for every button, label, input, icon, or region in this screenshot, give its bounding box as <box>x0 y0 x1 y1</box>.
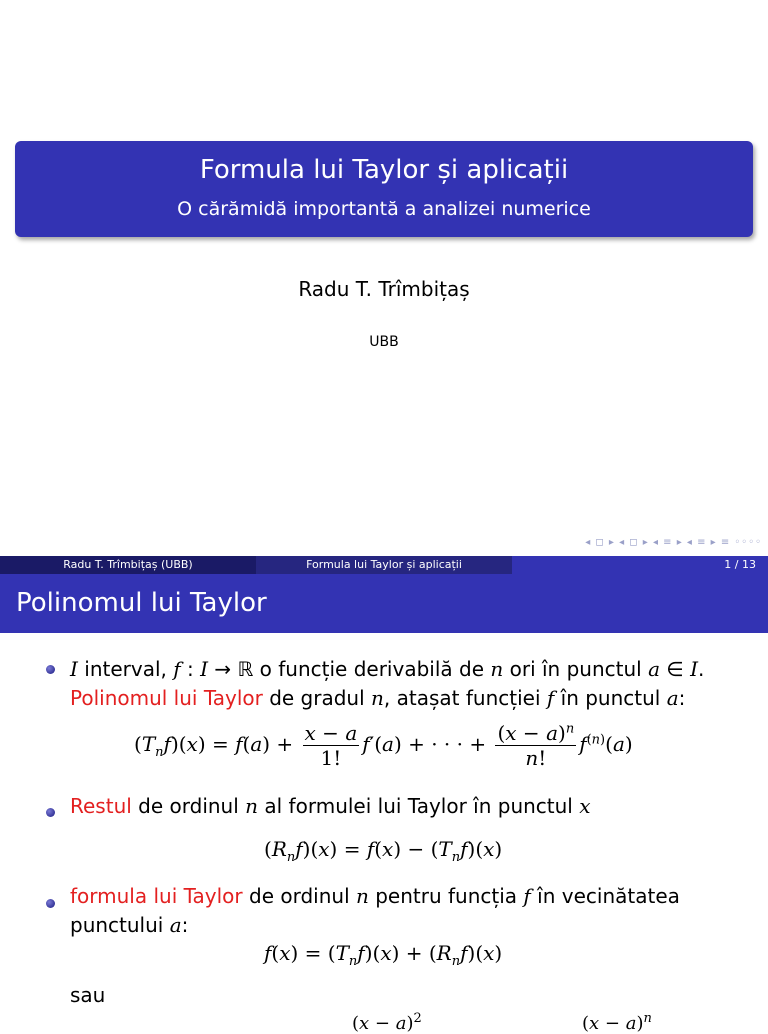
presentation-subtitle: O cărămidă importantă a analizei numerice <box>177 198 591 220</box>
title-block <box>15 141 753 237</box>
bullet-icon <box>46 665 55 674</box>
frame-title: Polinomul lui Taylor <box>0 574 768 633</box>
footer-title: Formula lui Taylor și aplicații <box>256 556 512 574</box>
institute-name: UBB <box>369 334 399 350</box>
bullet-icon <box>46 808 55 817</box>
bullet2-line1: Restul de ordinul n al formulei lui Taylor în punctul x <box>70 794 591 818</box>
bullet3-line1: formula lui Taylor de ordinul n pentru funcția f în vecinătatea <box>70 884 680 908</box>
taylor-polynomial-formula: $(T_nf)(x) = f(a)$ + $\frac{x - a}{1!}$ f′(a) + · · · + $\frac{(x - a)^n}{n!}$ $f^{(n)}(a)$ <box>134 721 633 770</box>
footer-page-number: 1 / 13 <box>512 556 768 574</box>
bullet1-line1: I interval, f : I → ℝ o funcție derivabilă de n ori în punctul a ∈ I. <box>70 657 705 681</box>
footer-author: Radu T. Trîmbițaș (UBB) <box>0 556 256 574</box>
sau-text: sau <box>70 983 106 1007</box>
bullet3-line2: punctului a: <box>70 913 189 937</box>
author-name: Radu T. Trîmbițaș <box>298 277 470 301</box>
cut-off-formula: $(x - a)^2$ <box>352 1011 422 1034</box>
taylor-formula: $f(x) = (T_nf)(x) + (R_nf)(x)$ <box>264 941 503 969</box>
bullet1-line2: Polinomul lui Taylor de gradul n, atașat funcției f în punctul a: <box>70 686 686 710</box>
beamer-navigation-icons[interactable]: ◂ ◻ ▸ ◂ ◻ ▸ ◂ ≡ ▸ ◂ ≡ ▸ ≡ ◦◦◦◦ <box>585 537 762 548</box>
frame-content <box>0 633 768 1034</box>
cut-off-formula-right: $(x - a)^n$ <box>582 1011 652 1034</box>
remainder-formula: $(R_nf)(x) = f(x) - (T_nf)(x)$ <box>264 837 503 865</box>
presentation-title: Formula lui Taylor și aplicații <box>199 155 569 185</box>
bullet-icon <box>46 899 55 908</box>
footer-bar <box>0 556 768 574</box>
